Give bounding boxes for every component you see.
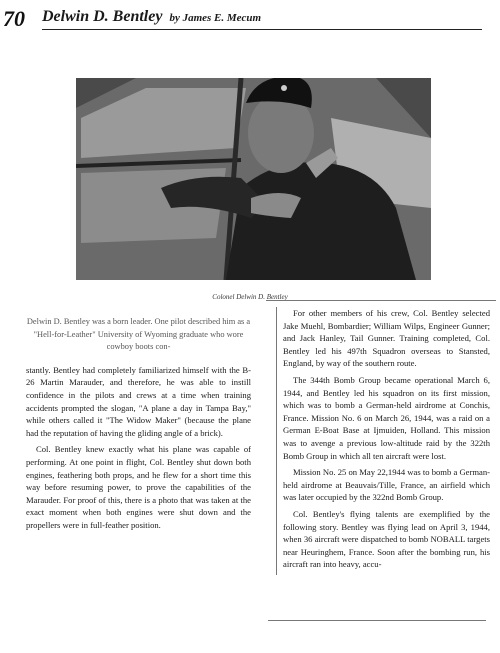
page-header	[42, 8, 482, 30]
page-number: 70	[3, 6, 25, 31]
body-paragraph: For other members of his crew, Col. Bentley selected Jake Muehl, Bombardier; William Wilps, Engineer Gunner; and Jack Hanley, Tail Gunner. Training completed, Col. Bentley led his 497th Squadron overseas to Stansted, England, by way of the southern route.	[283, 308, 490, 369]
photo-caption: Colonel Delwin D. Bentley	[212, 293, 288, 301]
pilot-photo-illustration	[76, 78, 431, 280]
column-divider-top	[266, 300, 496, 301]
body-paragraph: Col. Bentley's flying talents are exemplified by the following story. Bentley was flying lead on April 3, 1944, when 36 aircraft were dispatched to bomb NOBALL targets near Heuringhem, France. Soon after the bombing run, his aircraft ran into heavy, accu-	[283, 508, 490, 570]
right-column	[276, 307, 490, 575]
body-paragraph: Col. Bentley knew exactly what his plane was capable of performing. At one point in flight, Col. Bentley shut down both engines, feathering both props, and he flew for a short time this way before resuming power, to prove the capabilities of the Marauder. For proof of this, there is a photo that was taken at the exact moment when both engines were shut down and the propellers were in full-feather position.	[26, 444, 251, 530]
article-author: by James E. Mecum	[169, 12, 262, 24]
body-paragraph: stantly. Bentley had completely familiarized himself with the B-26 Martin Marauder, and therefore, he was able to instill confidence in the pilots and crews at a time when training accidents prompted the slogan, "A plane a day in Tampa Bay," while others called it "The Widow Maker" (because the plane had the reputation of having the gliding angle of a brick).	[26, 364, 251, 438]
left-column	[26, 316, 251, 536]
body-paragraph: Mission No. 25 on May 22,1944 was to bomb a German-held airdrome at Beauvais/Tille, France, an airfield which was later occupied by the 322nd Bomb Group.	[283, 467, 490, 503]
article-title: Delwin D. Bentley	[42, 8, 163, 25]
column-divider-bottom	[268, 620, 486, 621]
pilot-photo	[76, 78, 431, 280]
body-paragraph: The 344th Bomb Group became operational March 6, 1944, and Bentley led his squadron on its first mission, which was to bomb a German-held airdrome at Conchis, France. Mission No. 6 on March 26, 1944, was a raid on a German E-Boat Base at Ijmuiden, Holland. This mission was to avenge a previous low-altitude raid by the 322th Bomb Group in which all ten aircraft were lost.	[283, 374, 490, 461]
intro-paragraph: Delwin D. Bentley was a born leader. One pilot described him as a "Hell-for-Leather" University of Wyoming graduate who wore cowboy boots con-	[26, 317, 251, 352]
